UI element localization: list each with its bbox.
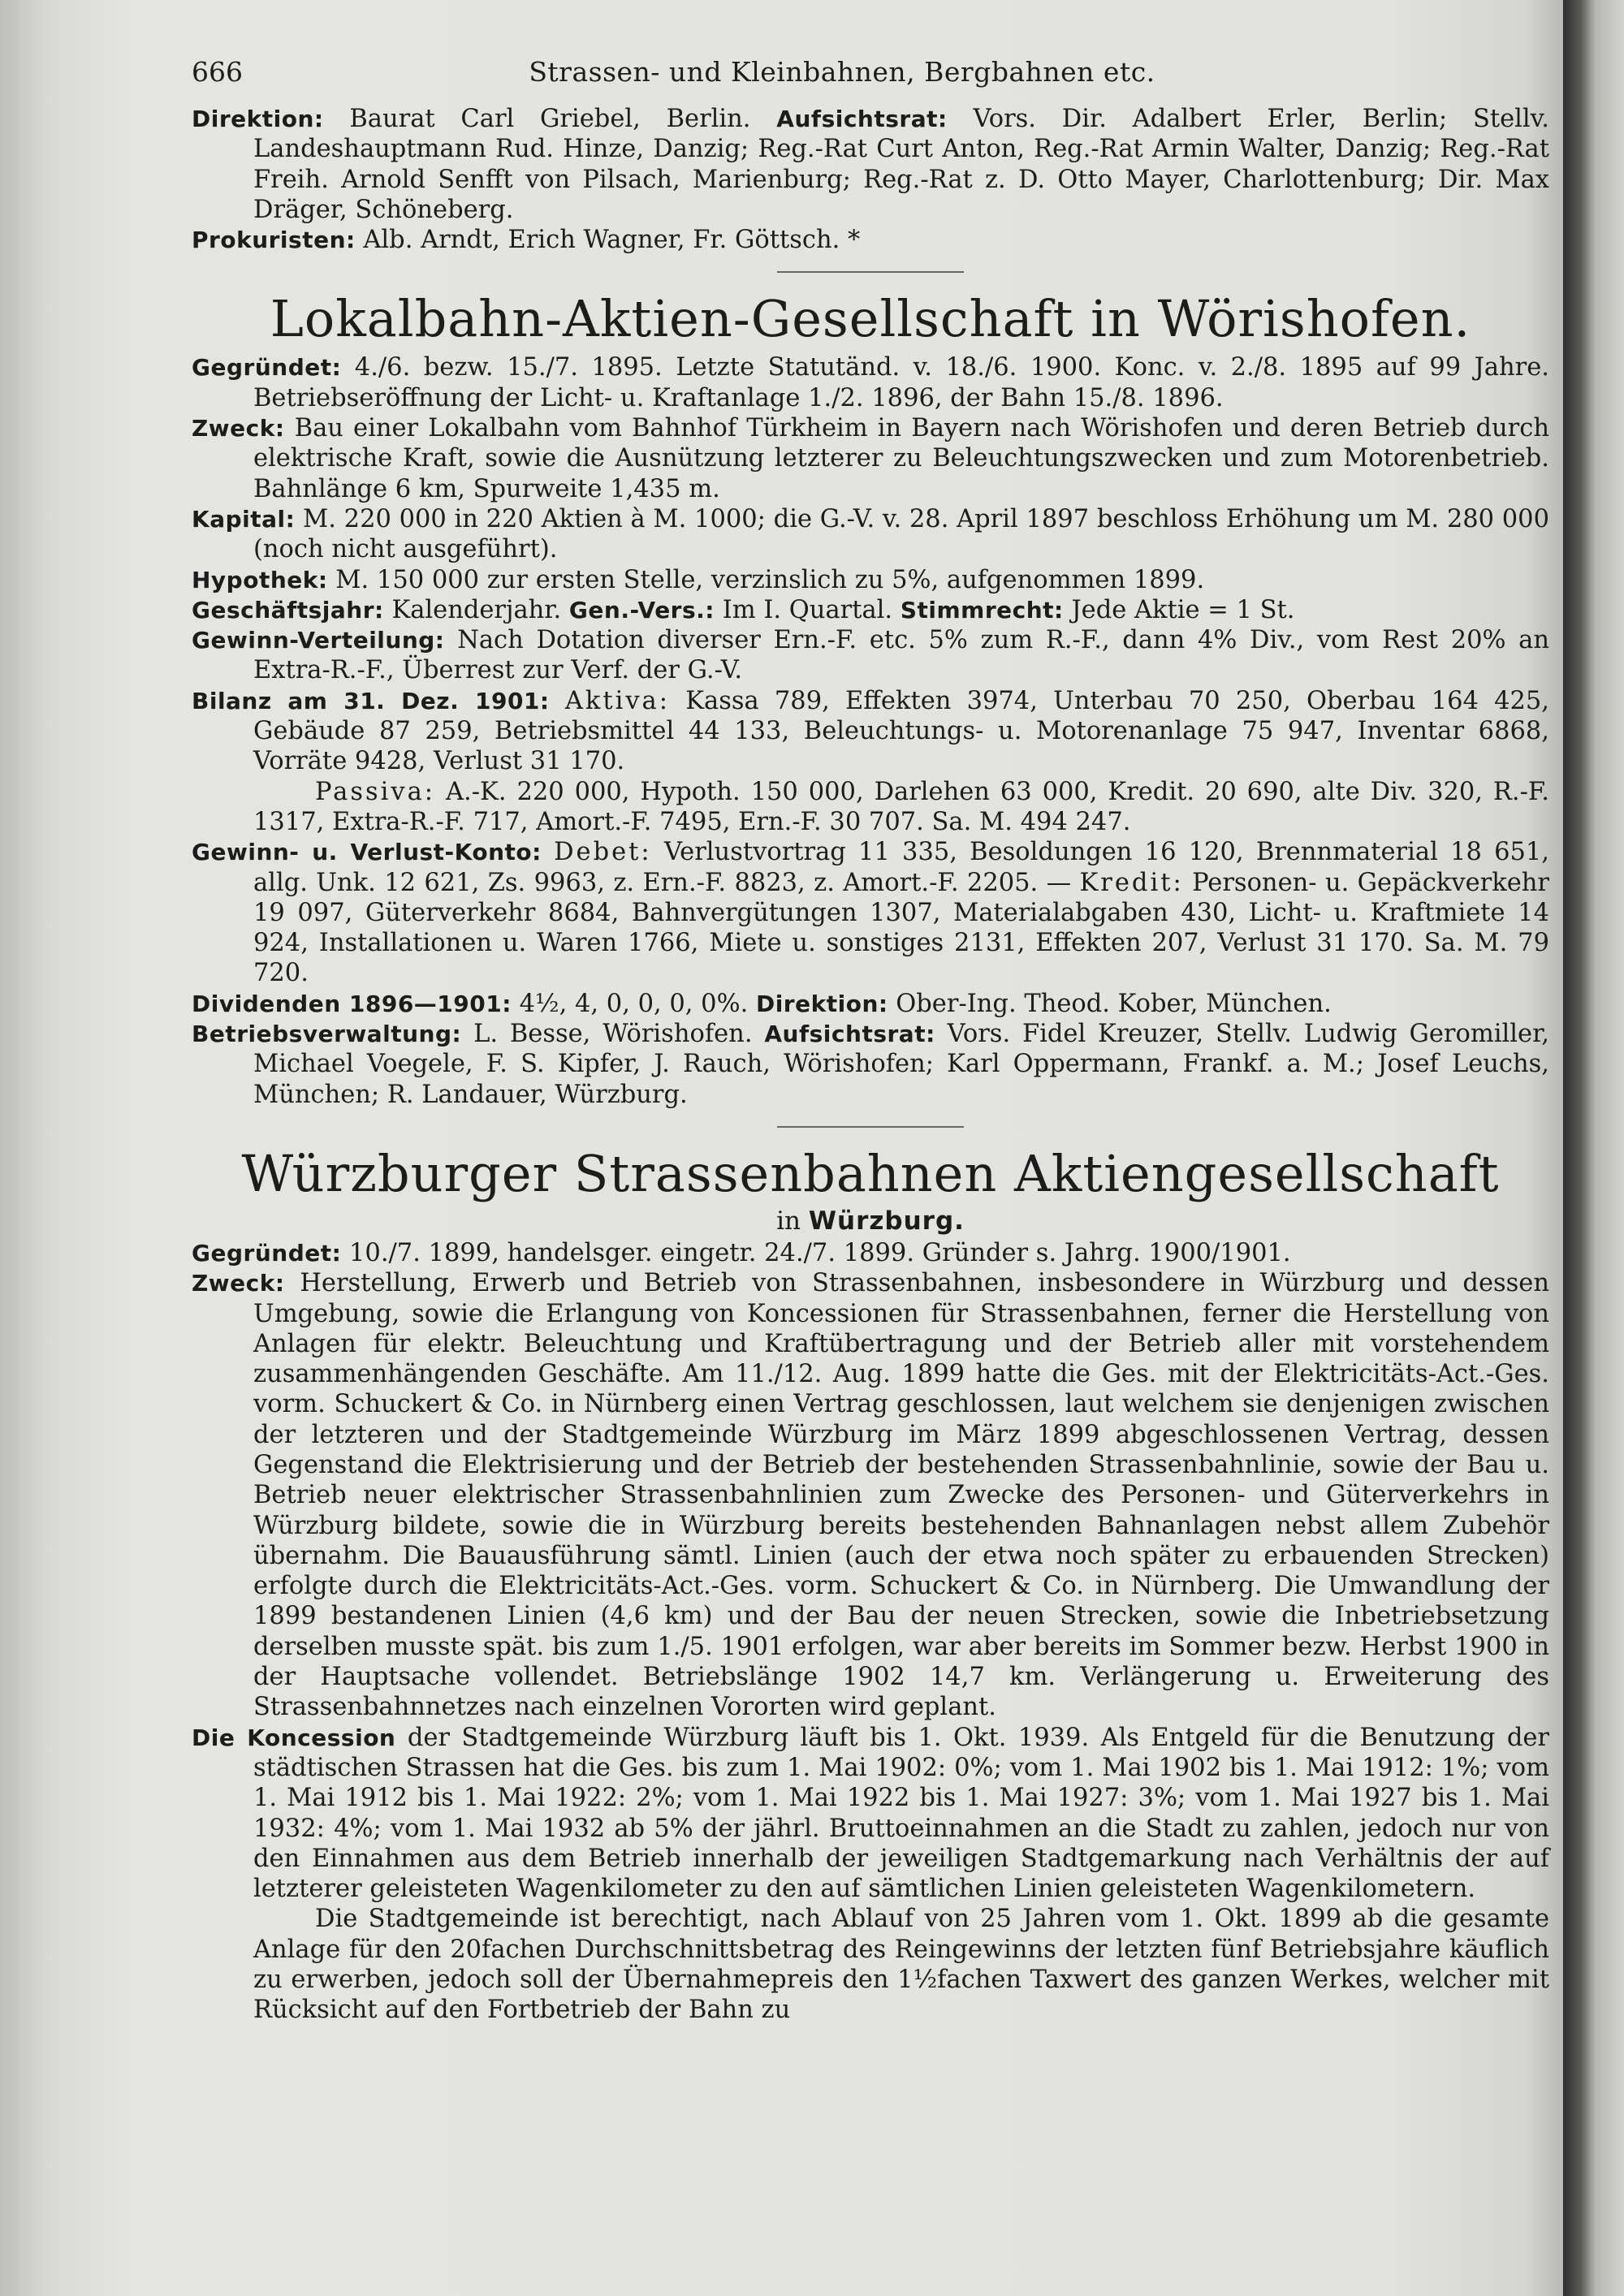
lokalbahn-entry [192,291,1549,1109]
lokalbahn-hypothek: Hypothek: M. 150 000 zur ersten Stelle, verzinslich zu 5%, aufgenommen 1899. [192,565,1205,594]
page-number: 666 [192,56,243,88]
previous-entry-tail [192,104,1549,255]
book-edge [1563,0,1624,2296]
wuerzburg-subtitle: in Würzburg. [776,1206,965,1236]
lokalbahn-geschaeftsjahr: Geschäftsjahr: Kalenderjahr. Gen.-Vers.: Im I. Quartal. Stimmrecht: Jede Aktie = 1 St. [192,595,1295,624]
lokalbahn-zweck: Zweck: Bau einer Lokalbahn vom Bahnhof Türkheim in Bayern nach Wörishofen und deren Betrieb durch elektrische Kraft, sowie die Ausnützung letzterer zu Beleuchtungszwecken und zum Motorenbetrieb. Bahnlänge 6 km, Spurweite 1,435 m. [192,414,1549,503]
lokalbahn-dividenden: Dividenden 1896—1901: 4½, 4, 0, 0, 0, 0%. Direktion: Ober-Ing. Theod. Kober, München. [192,989,1332,1018]
running-title: Strassen- und Kleinbahnen, Bergbahnen etc. [529,56,1155,88]
lokalbahn-bilanz-passiva: Passiva: A.-K. 220 000, Hypoth. 150 000, Darlehen 63 000, Kredit. 20 690, alte Div. 320, R.-F. 1317, Extra-R.-F. 717, Amort.-F. 7495, Ern.-F. 30 707. Sa. M. 494 247. [253,777,1549,836]
lokalbahn-bilanz-aktiva: Bilanz am 31. Dez. 1901: Aktiva: Kassa 789, Effekten 3974, Unterbau 70 250, Oberbau 164 425, Gebäude 87 259, Betriebsmittel 44 133, Beleuchtungs- u. Motorenanlage 75 947, Inventar 6868, Vorräte 9428, Verlust 31 170. [192,686,1549,776]
page-header [192,57,1549,104]
wuerzburg-zweck: Zweck: Herstellung, Erwerb und Betrieb von Strassenbahnen, insbesondere in Würzburg und dessen Umgebung, sowie die Erlangung von Koncessionen für Strassenbahnen, ferner die Herstellung von Anlagen für elektr. Beleuchtung und Kraftübertragung und der Betrieb aller mit vorstehendem zusammenhängenden Geschäfte. Am 11./12. Aug. 1899 hatte die Ges. mit der Elektricitäts-Act.-Ges. vorm. Schuckert & Co. in Nürnberg einen Vertrag geschlossen, laut welchem sie denjenigen zwischen der letzteren und der Stadtgemeinde Würzburg im März 1899 abgeschlossenen Vertrag, dessen Gegenstand die Elektrisierung und der Betrieb der bestehenden Strassenbahnlinie, sowie der Bau u. Betrieb neuer elektrischer Strassenbahnlinien zum Zwecke des Personen- und Güterverkehrs in Würzburg bildete, sowie die in Würzburg bereits bestehenden Bahnanlagen nebst allem Zubehör übernahm. Die Bauausführung sämtl. Linien (auch der etwa noch später zu erbauenden Strecken) erfolgte durch die Elektricitäts-Act.-Ges. vorm. Schuckert & Co. in Nürnberg. Die Umwandlung der 1899 bestandenen Linien (4,6 km) und der Bau der neuen Strecken, sowie die Inbetriebsetzung derselben musste spät. bis zum 1./5. 1901 erfolgen, war aber bereits im Sommer bezw. Herbst 1900 in der Hauptsache vollendet. Betriebslänge 1902 14,7 km. Verlängerung u. Erweiterung des Strassenbahnnetzes nach einzelnen Vororten wird geplant. [192,1269,1549,1722]
wuerzburg-koncession: Die Koncession der Stadtgemeinde Würzburg läuft bis 1. Okt. 1939. Als Entgeld für die Benutzung der städtischen Strassen hat die Ges. bis zum 1. Mai 1902: 0%; vom 1. Mai 1902 bis 1. Mai 1912: 1%; vom 1. Mai 1912 bis 1. Mai 1922: 2%; vom 1. Mai 1922 bis 1. Mai 1927: 3%; vom 1. Mai 1927 bis 1. Mai 1932: 4%; vom 1. Mai 1932 ab 5% der jährl. Bruttoeinnahmen an die Stadt zu zahlen, jedoch nur von den Einnahmen aus dem Betrieb innerhalb der jeweiligen Stadtgemarkung nach Verhältnis der auf letzterer geleisteten Wagenkilometer zu den auf sämtlichen Linien geleisteten Wagenkilometern. [192,1723,1550,1904]
lokalbahn-guv: Gewinn- u. Verlust-Konto: Debet: Verlustvortrag 11 335, Besoldungen 16 120, Brennmaterial 18 651, allg. Unk. 12 621, Zs. 9963, z. Ern.-F. 8823, z. Amort.-F. 2205. — Kredit: Personen- u. Gepäckverkehr 19 097, Güterverkehr 8684, Bahnvergütungen 1307, Materialabgaben 430, Licht- u. Kraftmiete 14 924, Installationen u. Waren 1766, Miete u. sonstiges 2131, Effekten 207, Verlust 31 170. Sa. M. 79 720. [192,838,1549,988]
wuerzburg-stadtgemeinde: Die Stadtgemeinde ist berechtigt, nach Ablauf von 25 Jahren vom 1. Okt. 1899 ab die gesamte Anlage für den 20fachen Durchschnittsbetrag des Reingewinns der letzten fünf Betriebsjahre käuflich zu erwerben, jedoch soll der Übernahmepreis den 1½fachen Taxwert des ganzen Werkes, welcher mit Rücksicht auf den Fortbetrieb der Bahn zu [253,1905,1549,2025]
lokalbahn-betriebsverwaltung: Betriebsverwaltung: L. Besse, Wörishofen. Aufsichtsrat: Vors. Fidel Kreuzer, Stellv. Ludwig Geromiller, Michael Voegele, F. S. Kipfer, J. Rauch, Wörishofen; Karl Oppermann, Frankf. a. M.; Josef Leuchs, München; R. Landauer, Würzburg. [192,1020,1549,1109]
wuerzburg-gegruendet: Gegründet: 10./7. 1899, handelsger. eingetr. 24./7. 1899. Gründer s. Jahrg. 1900/1901. [192,1238,1291,1267]
wuerzburg-entry [192,1143,1550,2026]
direktion-line: Direktion: Baurat Carl Griebel, Berlin. Aufsichtsrat: Vors. Dir. Adalbert Erler, Berlin; Stellv. Landeshauptmann Rud. Hinze, Danzig; Reg.-Rat Curt Anton, Reg.-Rat Armin Walter, Danzig; Reg.-Rat Freih. Arnold Senfft von Pilsach, Marienburg; Reg.-Rat z. D. Otto Mayer, Charlottenburg; Dir. Max Dräger, Schöneberg. [192,105,1549,224]
lokalbahn-gegruendet: Gegründet: 4./6. bezw. 15./7. 1895. Letzte Statutänd. v. 18./6. 1900. Konc. v. 2./8. 1895 auf 99 Jahre. Betriebseröffnung der Licht- u. Kraftanlage 1./2. 1896, der Bahn 15./8. 1896. [192,353,1549,412]
section-divider [777,1126,964,1128]
prokuristen-line: Prokuristen: Alb. Arndt, Erich Wagner, Fr. Göttsch. * [192,226,861,255]
lokalbahn-title: Lokalbahn-Aktien-Gesellschaft in Wörishofen. [270,289,1471,349]
wuerzburg-title: Würzburger Strassenbahnen Aktiengesellschaft [241,1143,1500,1203]
lokalbahn-gewinnverteilung: Gewinn-Verteilung: Nach Dotation diverser Ern.-F. etc. 5% zum R.-F., dann 4% Div., vom Rest 20% an Extra-R.-F., Überrest zur Verf. der G.-V. [192,626,1549,685]
section-divider [777,271,964,273]
lokalbahn-kapital: Kapital: M. 220 000 in 220 Aktien à M. 1000; die G.-V. v. 28. April 1897 beschloss Erhöhung um M. 280 000 (noch nicht ausgeführt). [192,504,1549,564]
page-content [192,57,1549,2026]
